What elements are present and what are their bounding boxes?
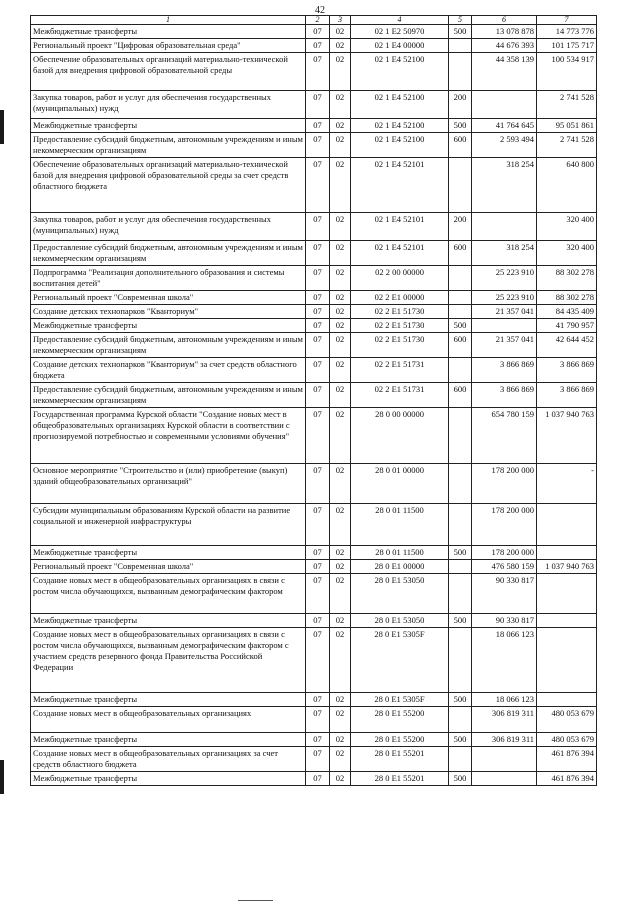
cell-name: Закупка товаров, работ и услуг для обеспечения государственных (муниципальных) нужд [31, 213, 306, 241]
cell-name: Предоставление субсидий бюджетным, автономным учреждениям и иным некоммерческим организациям [31, 383, 306, 408]
cell-pr: 02 [330, 383, 351, 408]
cell-sum1: 25 223 910 [472, 266, 537, 291]
cell-sum2: 480 053 679 [537, 733, 597, 747]
cell-sum1 [472, 772, 537, 786]
cell-pr: 02 [330, 266, 351, 291]
cell-sum2: 320 400 [537, 213, 597, 241]
cell-vr: 500 [449, 733, 472, 747]
cell-pr: 02 [330, 119, 351, 133]
column-number: 2 [306, 16, 330, 25]
cell-name: Государственная программа Курской области "Создание новых мест в общеобразовательных организациях Курской области в соответствии с прогнозируемой потребностью и современными условиями обучения" [31, 408, 306, 464]
cell-pr: 02 [330, 614, 351, 628]
cell-csr: 28 0 E1 55200 [351, 707, 449, 733]
cell-rz: 07 [306, 91, 330, 119]
table-row [31, 291, 597, 305]
cell-vr: 600 [449, 383, 472, 408]
table-row [31, 546, 597, 560]
cell-sum2: 14 773 776 [537, 25, 597, 39]
cell-csr: 02 1 E4 52101 [351, 158, 449, 213]
column-number: 7 [537, 16, 597, 25]
cell-csr: 28 0 01 11500 [351, 546, 449, 560]
cell-sum1: 90 330 817 [472, 574, 537, 614]
cell-sum1: 2 593 494 [472, 133, 537, 158]
cell-pr: 02 [330, 733, 351, 747]
table-row [31, 408, 597, 464]
cell-pr: 02 [330, 560, 351, 574]
table-row [31, 133, 597, 158]
cell-vr [449, 358, 472, 383]
cell-pr: 02 [330, 574, 351, 614]
cell-vr [449, 408, 472, 464]
cell-pr: 02 [330, 333, 351, 358]
cell-name: Межбюджетные трансферты [31, 614, 306, 628]
cell-name: Межбюджетные трансферты [31, 25, 306, 39]
cell-rz: 07 [306, 707, 330, 733]
scan-edge-mark [0, 760, 4, 794]
table-row [31, 772, 597, 786]
cell-sum2 [537, 546, 597, 560]
cell-pr: 02 [330, 291, 351, 305]
cell-vr: 200 [449, 91, 472, 119]
table-row [31, 241, 597, 266]
cell-name: Обеспечение образовательных организаций материально-технической базой для внедрения цифровой образовательной среды [31, 53, 306, 91]
cell-csr: 02 1 E4 52100 [351, 133, 449, 158]
cell-sum2 [537, 693, 597, 707]
cell-name: Создание новых мест в общеобразовательных организациях в связи с ростом числа обучающихся, вызванным демографическим фактором с участием средств резервного фонда Правительства Российской Федерации [31, 628, 306, 693]
cell-name: Создание новых мест в общеобразовательных организациях в связи с ростом числа обучающихся, вызванным демографическим фактором [31, 574, 306, 614]
cell-sum1: 18 066 123 [472, 693, 537, 707]
cell-pr: 02 [330, 305, 351, 319]
cell-name: Основное мероприятие "Строительство и (или) приобретение (выкуп) зданий общеобразовательных организаций" [31, 464, 306, 504]
cell-pr: 02 [330, 504, 351, 546]
cell-csr: 02 2 E1 00000 [351, 291, 449, 305]
cell-name: Создание детских технопарков "Кванториум" [31, 305, 306, 319]
cell-sum1: 3 866 869 [472, 358, 537, 383]
table-row [31, 333, 597, 358]
cell-sum2: 1 037 940 763 [537, 408, 597, 464]
cell-rz: 07 [306, 358, 330, 383]
table-row [31, 560, 597, 574]
cell-vr [449, 53, 472, 91]
cell-vr: 500 [449, 319, 472, 333]
cell-sum2: 88 302 278 [537, 291, 597, 305]
cell-name: Предоставление субсидий бюджетным, автономным учреждениям и иным некоммерческим организациям [31, 333, 306, 358]
cell-sum2: 101 175 717 [537, 39, 597, 53]
cell-csr: 28 0 E1 5305F [351, 628, 449, 693]
table-row [31, 733, 597, 747]
cell-sum2: 2 741 528 [537, 133, 597, 158]
table-row [31, 707, 597, 733]
cell-sum1 [472, 91, 537, 119]
cell-vr [449, 158, 472, 213]
cell-pr: 02 [330, 241, 351, 266]
column-number: 1 [31, 16, 306, 25]
cell-csr: 28 0 01 00000 [351, 464, 449, 504]
cell-sum2: 3 866 869 [537, 383, 597, 408]
cell-name: Региональный проект "Современная школа" [31, 291, 306, 305]
cell-sum1: 90 330 817 [472, 614, 537, 628]
cell-sum2: 640 800 [537, 158, 597, 213]
cell-rz: 07 [306, 772, 330, 786]
table-row [31, 119, 597, 133]
cell-csr: 28 0 E1 55201 [351, 772, 449, 786]
cell-vr [449, 291, 472, 305]
page-number: 42 [315, 5, 325, 16]
cell-csr: 02 1 E4 52101 [351, 241, 449, 266]
cell-vr [449, 628, 472, 693]
table-row [31, 266, 597, 291]
cell-pr: 02 [330, 158, 351, 213]
cell-vr: 600 [449, 333, 472, 358]
cell-sum2: 3 866 869 [537, 358, 597, 383]
table-row [31, 693, 597, 707]
cell-csr: 28 0 E1 5305F [351, 693, 449, 707]
cell-csr: 02 1 E4 52100 [351, 119, 449, 133]
cell-vr: 600 [449, 241, 472, 266]
table-row [31, 305, 597, 319]
cell-sum2: 41 790 957 [537, 319, 597, 333]
cell-pr: 02 [330, 213, 351, 241]
cell-rz: 07 [306, 53, 330, 91]
cell-sum1: 306 819 311 [472, 733, 537, 747]
cell-sum1: 21 357 041 [472, 333, 537, 358]
cell-vr: 200 [449, 213, 472, 241]
cell-csr: 02 1 E4 52100 [351, 53, 449, 91]
cell-name: Региональный проект "Современная школа" [31, 560, 306, 574]
cell-sum1: 18 066 123 [472, 628, 537, 693]
cell-rz: 07 [306, 383, 330, 408]
cell-name: Межбюджетные трансферты [31, 733, 306, 747]
cell-vr [449, 560, 472, 574]
cell-pr: 02 [330, 133, 351, 158]
cell-vr: 500 [449, 25, 472, 39]
cell-rz: 07 [306, 213, 330, 241]
table-row [31, 319, 597, 333]
cell-pr: 02 [330, 25, 351, 39]
cell-rz: 07 [306, 25, 330, 39]
table-row [31, 213, 597, 241]
cell-sum1: 178 200 000 [472, 546, 537, 560]
cell-name: Межбюджетные трансферты [31, 319, 306, 333]
cell-sum1: 318 254 [472, 158, 537, 213]
cell-vr [449, 464, 472, 504]
cell-rz: 07 [306, 560, 330, 574]
table-row [31, 628, 597, 693]
cell-sum1: 178 200 000 [472, 504, 537, 546]
cell-sum2 [537, 614, 597, 628]
cell-pr: 02 [330, 319, 351, 333]
cell-rz: 07 [306, 747, 330, 772]
cell-sum2: 84 435 409 [537, 305, 597, 319]
cell-rz: 07 [306, 158, 330, 213]
cell-sum1 [472, 747, 537, 772]
cell-name: Подпрограмма "Реализация дополнительного образования и системы воспитания детей" [31, 266, 306, 291]
table-row [31, 383, 597, 408]
cell-pr: 02 [330, 772, 351, 786]
cell-sum1: 476 580 159 [472, 560, 537, 574]
cell-csr: 28 0 E1 00000 [351, 560, 449, 574]
column-number: 5 [449, 16, 472, 25]
cell-csr: 02 1 E4 00000 [351, 39, 449, 53]
cell-rz: 07 [306, 39, 330, 53]
cell-vr [449, 266, 472, 291]
cell-sum1: 13 078 878 [472, 25, 537, 39]
cell-sum1: 306 819 311 [472, 707, 537, 733]
cell-sum2 [537, 504, 597, 546]
cell-rz: 07 [306, 733, 330, 747]
cell-rz: 07 [306, 319, 330, 333]
cell-vr: 500 [449, 119, 472, 133]
cell-vr [449, 574, 472, 614]
cell-csr: 02 2 E1 51730 [351, 305, 449, 319]
cell-pr: 02 [330, 91, 351, 119]
cell-sum2: 95 051 861 [537, 119, 597, 133]
cell-pr: 02 [330, 546, 351, 560]
cell-vr [449, 39, 472, 53]
cell-name: Предоставление субсидий бюджетным, автономным учреждениям и иным некоммерческим организациям [31, 133, 306, 158]
table-row [31, 158, 597, 213]
cell-sum1 [472, 213, 537, 241]
cell-rz: 07 [306, 574, 330, 614]
cell-vr [449, 707, 472, 733]
cell-pr: 02 [330, 53, 351, 91]
table-row [31, 574, 597, 614]
cell-sum2 [537, 574, 597, 614]
cell-rz: 07 [306, 241, 330, 266]
cell-vr [449, 747, 472, 772]
column-number: 3 [330, 16, 351, 25]
cell-csr: 28 0 E1 53050 [351, 614, 449, 628]
table-row [31, 358, 597, 383]
cell-rz: 07 [306, 305, 330, 319]
cell-csr: 28 0 E1 55201 [351, 747, 449, 772]
cell-rz: 07 [306, 693, 330, 707]
cell-name: Региональный проект "Цифровая образовательная среда" [31, 39, 306, 53]
cell-csr: 02 2 00 00000 [351, 266, 449, 291]
cell-sum1: 41 764 645 [472, 119, 537, 133]
cell-name: Межбюджетные трансферты [31, 772, 306, 786]
cell-rz: 07 [306, 614, 330, 628]
cell-sum2: 1 037 940 763 [537, 560, 597, 574]
cell-name: Межбюджетные трансферты [31, 693, 306, 707]
cell-sum2: - [537, 464, 597, 504]
cell-name: Создание новых мест в общеобразовательных организациях за счет средств областного бюджета [31, 747, 306, 772]
column-number: 4 [351, 16, 449, 25]
cell-rz: 07 [306, 546, 330, 560]
cell-vr [449, 305, 472, 319]
cell-sum2: 461 876 394 [537, 772, 597, 786]
table-row [31, 747, 597, 772]
cell-csr: 02 1 E4 52101 [351, 213, 449, 241]
table-row [31, 25, 597, 39]
cell-rz: 07 [306, 408, 330, 464]
cell-pr: 02 [330, 358, 351, 383]
cell-vr: 500 [449, 614, 472, 628]
table-row [31, 504, 597, 546]
cell-sum1: 3 866 869 [472, 383, 537, 408]
cell-pr: 02 [330, 693, 351, 707]
cell-name: Создание новых мест в общеобразовательных организациях [31, 707, 306, 733]
cell-vr: 500 [449, 693, 472, 707]
table-row [31, 614, 597, 628]
table-row [31, 53, 597, 91]
cell-name: Обеспечение образовательных организаций материально-технической базой для внедрения цифровой образовательной среды за счет средств областного бюджета [31, 158, 306, 213]
cell-sum2: 2 741 528 [537, 91, 597, 119]
cell-name: Межбюджетные трансферты [31, 119, 306, 133]
cell-sum1: 44 676 393 [472, 39, 537, 53]
cell-sum2: 480 053 679 [537, 707, 597, 733]
cell-sum2: 461 876 394 [537, 747, 597, 772]
cell-csr: 02 2 E1 51731 [351, 358, 449, 383]
cell-vr: 500 [449, 772, 472, 786]
cell-csr: 28 0 E1 55200 [351, 733, 449, 747]
cell-pr: 02 [330, 408, 351, 464]
cell-pr: 02 [330, 39, 351, 53]
cell-vr [449, 504, 472, 546]
cell-sum1: 44 358 139 [472, 53, 537, 91]
cell-sum2: 88 302 278 [537, 266, 597, 291]
cell-sum2: 42 644 452 [537, 333, 597, 358]
column-number: 6 [472, 16, 537, 25]
scan-artifact-line [238, 900, 273, 901]
cell-pr: 02 [330, 628, 351, 693]
cell-sum2: 320 400 [537, 241, 597, 266]
cell-rz: 07 [306, 464, 330, 504]
cell-rz: 07 [306, 504, 330, 546]
cell-pr: 02 [330, 464, 351, 504]
cell-name: Предоставление субсидий бюджетным, автономным учреждениям и иным некоммерческим организациям [31, 241, 306, 266]
table-row [31, 39, 597, 53]
cell-sum1: 25 223 910 [472, 291, 537, 305]
cell-rz: 07 [306, 628, 330, 693]
cell-rz: 07 [306, 266, 330, 291]
cell-sum1: 654 780 159 [472, 408, 537, 464]
cell-rz: 07 [306, 291, 330, 305]
cell-csr: 02 1 E2 50970 [351, 25, 449, 39]
column-number-row [31, 16, 597, 25]
scan-edge-mark [0, 110, 4, 144]
budget-table [30, 15, 597, 786]
cell-vr: 600 [449, 133, 472, 158]
cell-rz: 07 [306, 119, 330, 133]
table-row [31, 464, 597, 504]
cell-sum1: 318 254 [472, 241, 537, 266]
cell-csr: 02 2 E1 51730 [351, 319, 449, 333]
cell-name: Субсидии муниципальным образованиям Курской области на развитие социальной и инженерной инфраструктуры [31, 504, 306, 546]
cell-rz: 07 [306, 333, 330, 358]
cell-pr: 02 [330, 747, 351, 772]
cell-rz: 07 [306, 133, 330, 158]
cell-sum2: 100 534 917 [537, 53, 597, 91]
cell-csr: 02 2 E1 51730 [351, 333, 449, 358]
cell-csr: 02 2 E1 51731 [351, 383, 449, 408]
cell-name: Создание детских технопарков "Кванториум" за счет средств областного бюджета [31, 358, 306, 383]
cell-pr: 02 [330, 707, 351, 733]
cell-csr: 02 1 E4 52100 [351, 91, 449, 119]
table-row [31, 91, 597, 119]
cell-sum2 [537, 628, 597, 693]
cell-csr: 28 0 01 11500 [351, 504, 449, 546]
cell-sum1: 21 357 041 [472, 305, 537, 319]
cell-csr: 28 0 00 00000 [351, 408, 449, 464]
cell-sum1: 178 200 000 [472, 464, 537, 504]
cell-sum1 [472, 319, 537, 333]
cell-name: Закупка товаров, работ и услуг для обеспечения государственных (муниципальных) нужд [31, 91, 306, 119]
cell-name: Межбюджетные трансферты [31, 546, 306, 560]
cell-vr: 500 [449, 546, 472, 560]
cell-csr: 28 0 E1 53050 [351, 574, 449, 614]
